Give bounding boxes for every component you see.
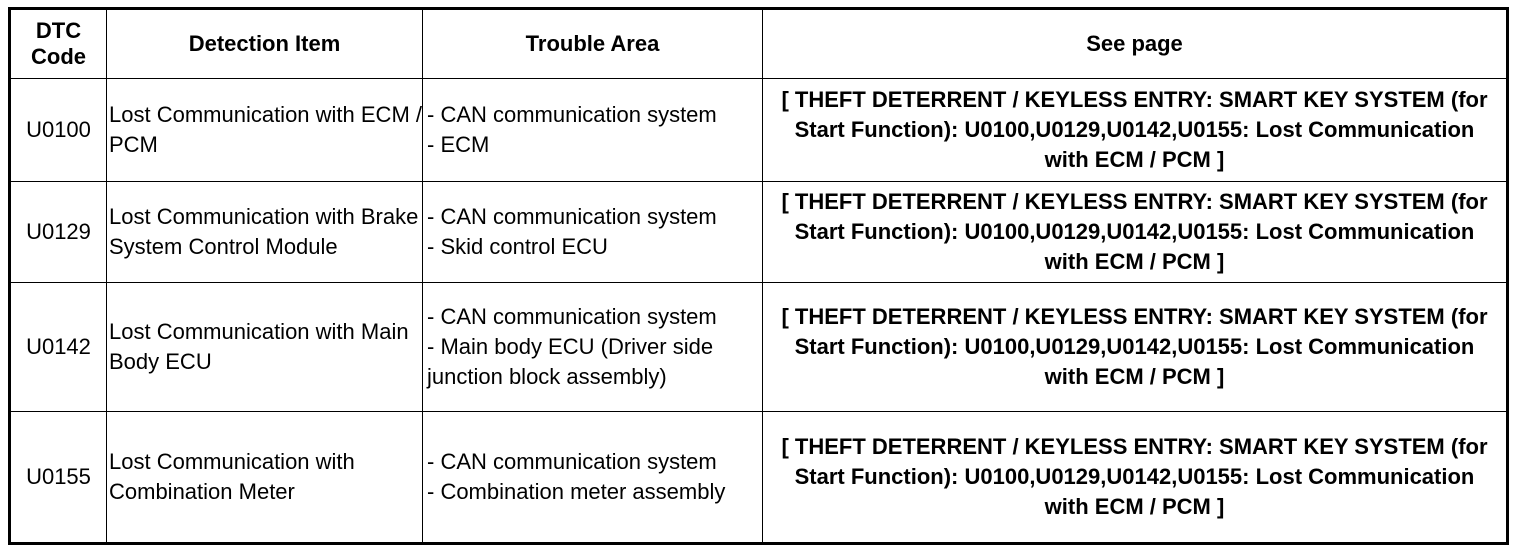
table-header-row — [10, 9, 1508, 79]
header-see-page: See page — [763, 9, 1508, 79]
see-page-link[interactable]: [ THEFT DETERRENT / KEYLESS ENTRY: SMART KEY SYSTEM (for Start Function): U0100,U0129,U0142,U0155: Lost Communication with ECM / PCM ] — [763, 283, 1508, 412]
see-page-link[interactable]: [ THEFT DETERRENT / KEYLESS ENTRY: SMART KEY SYSTEM (for Start Function): U0100,U0129,U0142,U0155: Lost Communication with ECM / PCM ] — [763, 79, 1508, 182]
header-dtc-code: DTC Code — [10, 9, 107, 79]
trouble-area-line: - CAN communication system — [427, 102, 717, 127]
table-row — [10, 182, 1508, 283]
trouble-area-cell — [423, 79, 763, 182]
header-trouble-area: Trouble Area — [423, 9, 763, 79]
detection-item-cell: Lost Communication with Combination Meter — [107, 412, 423, 544]
trouble-area-cell — [423, 182, 763, 283]
dtc-code-cell: U0100 — [10, 79, 107, 182]
table-row — [10, 283, 1508, 412]
dtc-code-cell: U0129 — [10, 182, 107, 283]
trouble-area-line: - CAN communication system — [427, 449, 717, 474]
detection-item-cell: Lost Communication with Brake System Control Module — [107, 182, 423, 283]
detection-item-cell: Lost Communication with Main Body ECU — [107, 283, 423, 412]
trouble-area-cell — [423, 412, 763, 544]
see-page-link[interactable]: [ THEFT DETERRENT / KEYLESS ENTRY: SMART KEY SYSTEM (for Start Function): U0100,U0129,U0142,U0155: Lost Communication with ECM / PCM ] — [763, 412, 1508, 544]
dtc-code-cell: U0142 — [10, 283, 107, 412]
dtc-table — [8, 7, 1509, 545]
header-detection-item: Detection Item — [107, 9, 423, 79]
dtc-code-cell: U0155 — [10, 412, 107, 544]
table-row — [10, 412, 1508, 544]
trouble-area-line: - CAN communication system — [427, 204, 717, 229]
trouble-area-line: - Main body ECU (Driver side junction block assembly) — [427, 334, 714, 389]
table-row — [10, 79, 1508, 182]
detection-item-cell: Lost Communication with ECM / PCM — [107, 79, 423, 182]
trouble-area-line: - Skid control ECU — [427, 234, 608, 259]
trouble-area-cell — [423, 283, 763, 412]
trouble-area-line: - CAN communication system — [427, 304, 717, 329]
see-page-link[interactable]: [ THEFT DETERRENT / KEYLESS ENTRY: SMART KEY SYSTEM (for Start Function): U0100,U0129,U0142,U0155: Lost Communication with ECM / PCM ] — [763, 182, 1508, 283]
trouble-area-line: - Combination meter assembly — [427, 479, 726, 504]
trouble-area-line: - ECM — [427, 132, 490, 157]
dtc-table-container — [8, 7, 1509, 545]
